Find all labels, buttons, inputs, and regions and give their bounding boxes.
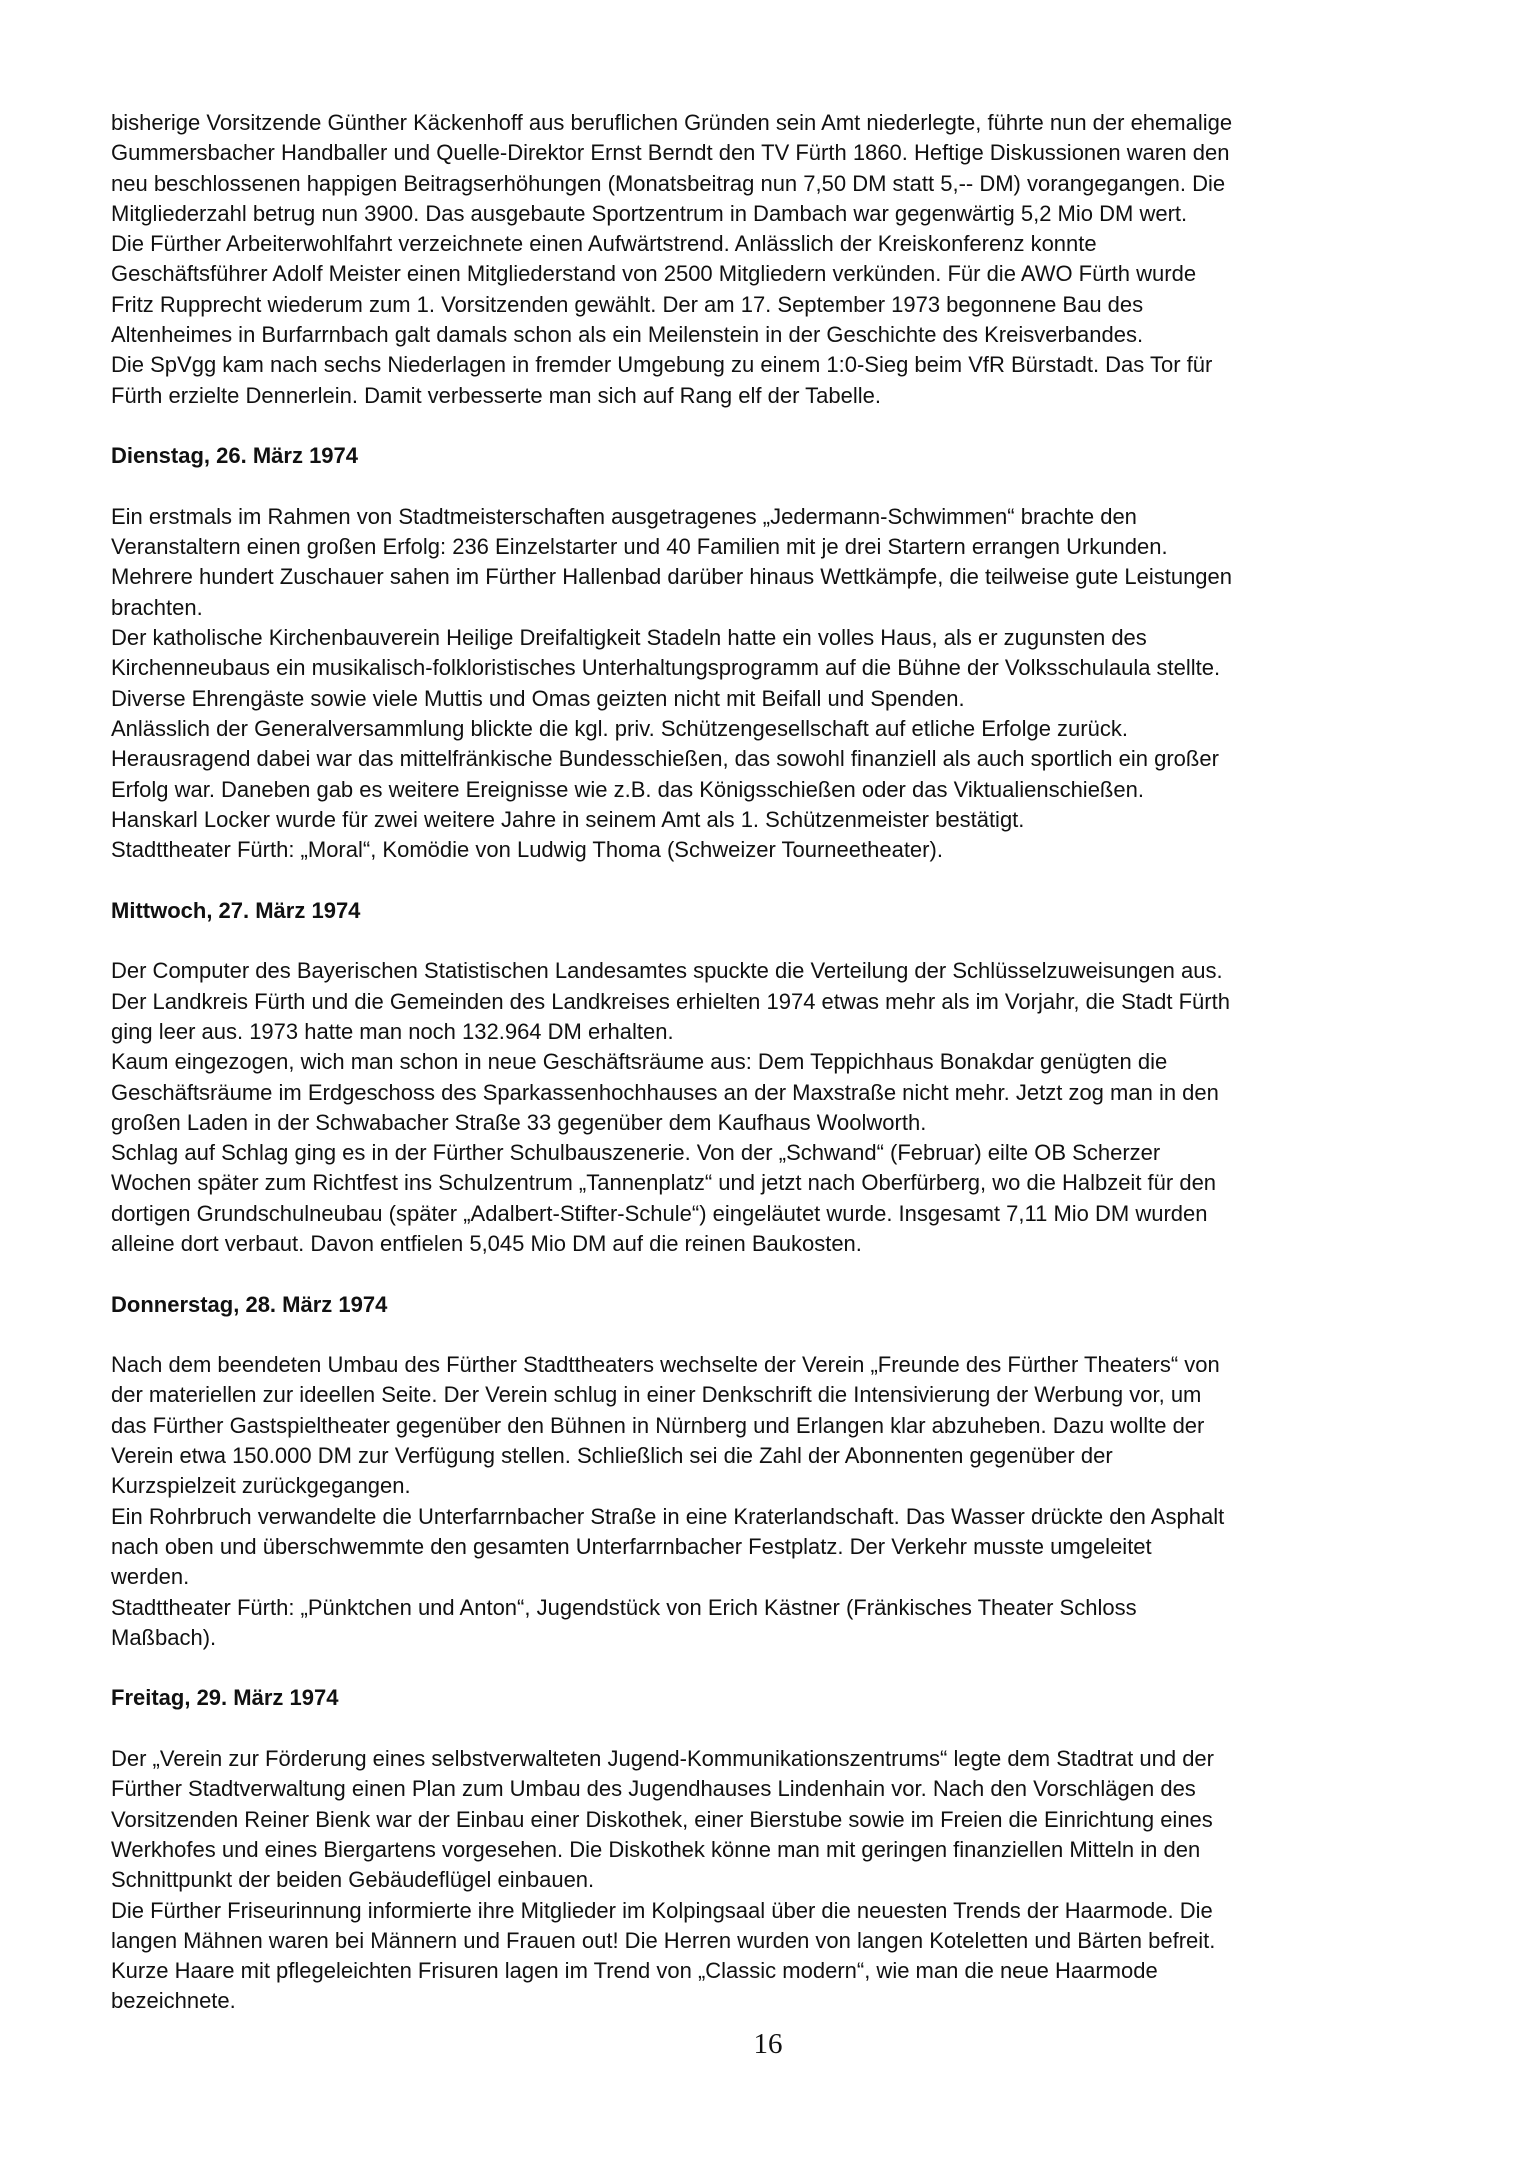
entry-body-thursday: Nach dem beendeten Umbau des Fürther Stadttheaters wechselte der Verein „Freunde des Fürther Theaters“ von der materiellen zur ideellen Seite. Der Verein schlug in einer Denkschrift die Intensivierung der Werbung vor, um das Fürther Gastspieltheater gegenüber den Bühnen in Nürnberg und Erlangen klar abzuheben. Dazu wollte der Verein etwa 150.000 DM zur Verfügung stellen. Schließlich sei die Zahl der Abonnenten gegenüber der Kurzspielzeit zurückgegangen. Ein Rohrbruch verwandelte die Unterfarrnbacher Straße in eine Kraterlandschaft. Das Wasser drückte den Asphalt nach oben und überschwemmte den gesamten Unterfarrnbacher Festplatz. Der Verkehr musste umgeleitet werden. Stadttheater Fürth: „Pünktchen und Anton“, Jugendstück von Erich Kästner (Fränkisches Theater Schloss Maßbach). — [111, 1352, 1225, 1650]
section-spacer — [111, 1259, 1441, 1289]
entry-heading-tuesday: Dienstag, 26. März 1974 — [111, 443, 359, 469]
entry-heading-wednesday: Mittwoch, 27. März 1974 — [111, 897, 361, 923]
section-spacer — [111, 1714, 1441, 1744]
entry-heading-thursday: Donnerstag, 28. März 1974 — [111, 1291, 388, 1317]
page-number: 16 — [753, 2028, 783, 2060]
entry-body-wednesday: Der Computer des Bayerischen Statistischen Landesamtes spuckte die Verteilung der Schlüsselzuweisungen aus. Der Landkreis Fürth und die Gemeinden des Landkreises erhielten 1974 etwas mehr als im Vorjahr, die Stadt Fürth ging leer aus. 1973 hatte man noch 132.964 DM erhalten. Kaum eingezogen, wich man schon in neue Geschäftsräume aus: Dem Teppichhaus Bonakdar genügten die Geschäftsräume im Erdgeschoss des Sparkassenhochhauses an der Maxstraße nicht mehr. Jetzt zog man in den großen Laden in der Schwabacher Straße 33 gegenüber dem Kaufhaus Woolworth. Schlag auf Schlag ging es in der Fürther Schulbauszenerie. Von der „Schwand“ (Februar) eilte OB Scherzer Wochen später zum Richtfest ins Schulzentrum „Tannenplatz“ und jetzt nach Oberfürberg, wo die Halbzeit für den dortigen Grundschulneubau (später „Adalbert-Stifter-Schule“) eingeläutet wurde. Insgesamt 7,11 Mio DM wurden alleine dort verbaut. Davon entfielen 5,045 Mio DM auf die reinen Baukosten. — [111, 958, 1230, 1256]
section-spacer — [111, 865, 1441, 895]
entry-body-friday: Der „Verein zur Förderung eines selbstverwalteten Jugend-Kommunikationszentrums“ legte dem Stadtrat und der Fürther Stadtverwaltung einen Plan zum Umbau des Jugendhauses Lindenhain vor. Nach den Vorschlägen des Vorsitzenden Reiner Bienk war der Einbau einer Diskothek, einer Bierstube sowie im Freien die Einrichtung eines Werkhofes und eines Biergartens vorgesehen. Die Diskothek könne man mit geringen finanziellen Mitteln in den Schnittpunkt der beiden Gebäudeflügel einbauen. Die Fürther Friseurinnung informierte ihre Mitglieder im Kolpingsaal über die neuesten Trends der Haarmode. Die langen Mähnen waren bei Männern und Frauen out! Die Herren wurden von langen Koteletten und Bärten befreit. Kurze Haare mit pflegeleichten Frisuren lagen im Trend von „Classic modern“, wie man die neue Haarmode bezeichnete. — [111, 1746, 1216, 2014]
section-spacer — [111, 1320, 1441, 1350]
section-spacer — [111, 411, 1441, 441]
section-spacer — [111, 472, 1441, 502]
section-spacer — [111, 1653, 1441, 1683]
entry-body-tuesday: Ein erstmals im Rahmen von Stadtmeisterschaften ausgetragenes „Jedermann-Schwimmen“ brachte den Veranstaltern einen großen Erfolg: 236 Einzelstarter und 40 Familien mit je drei Startern errangen Urkunden. Mehrere hundert Zuschauer sahen im Fürther Hallenbad darüber hinaus Wettkämpfe, die teilweise gute Leistungen brachten. Der katholische Kirchenbauverein Heilige Dreifaltigkeit Stadeln hatte ein volles Haus, als er zugunsten des Kirchenneubaus ein musikalisch-folkloristisches Unterhaltungsprogramm auf die Bühne der Volksschulaula stellte. Diverse Ehrengäste sowie viele Muttis und Omas geizten nicht mit Beifall und Spenden. Anlässlich der Generalversammlung blickte die kgl. priv. Schützengesellschaft auf etliche Erfolge zurück. Herausragend dabei war das mittelfränkische Bundesschießen, das sowohl finanziell als auch sportlich ein großer Erfolg war. Daneben gab es weitere Ereignisse wie z.B. das Königsschießen oder das Viktualienschießen. Hanskarl Locker wurde für zwei weitere Jahre in seinem Amt als 1. Schützenmeister bestätigt. Stadttheater Fürth: „Moral“, Komödie von Ludwig Thoma (Schweizer Tourneetheater). — [111, 503, 1233, 863]
entry-heading-friday: Freitag, 29. März 1974 — [111, 1685, 339, 1711]
intro-paragraph: bisherige Vorsitzende Günther Käckenhoff aus beruflichen Gründen sein Amt niederlegte, führte nun der ehemalige Gummersbacher Handballer und Quelle-Direktor Ernst Berndt den TV Fürth 1860. Heftige Diskussionen waren den neu beschlossenen happigen Beitragserhöhungen (Monatsbeitrag nun 7,50 DM statt 5,-- DM) vorangegangen. Die Mitgliederzahl betrug nun 3900. Das ausgebaute Sportzentrum in Dambach war gegenwärtig 5,2 Mio DM wert. Die Fürther Arbeiterwohlfahrt verzeichnete einen Aufwärtstrend. Anlässlich der Kreiskonferenz konnte Geschäftsführer Adolf Meister einen Mitgliederstand von 2500 Mitgliedern verkünden. Für die AWO Fürth wurde Fritz Rupprecht wiederum zum 1. Vorsitzenden gewählt. Der am 17. September 1973 begonnene Bau des Altenheimes in Burfarrnbach galt damals schon als ein Meilenstein in der Geschichte des Kreisverbandes. Die SpVgg kam nach sechs Niederlagen in fremder Umgebung zu einem 1:0-Sieg beim VfR Bürstadt. Das Tor für Fürth erzielte Dennerlein. Damit verbesserte man sich auf Rang elf der Tabelle. — [111, 110, 1233, 408]
document-page — [111, 108, 1441, 2017]
section-spacer — [111, 926, 1441, 956]
